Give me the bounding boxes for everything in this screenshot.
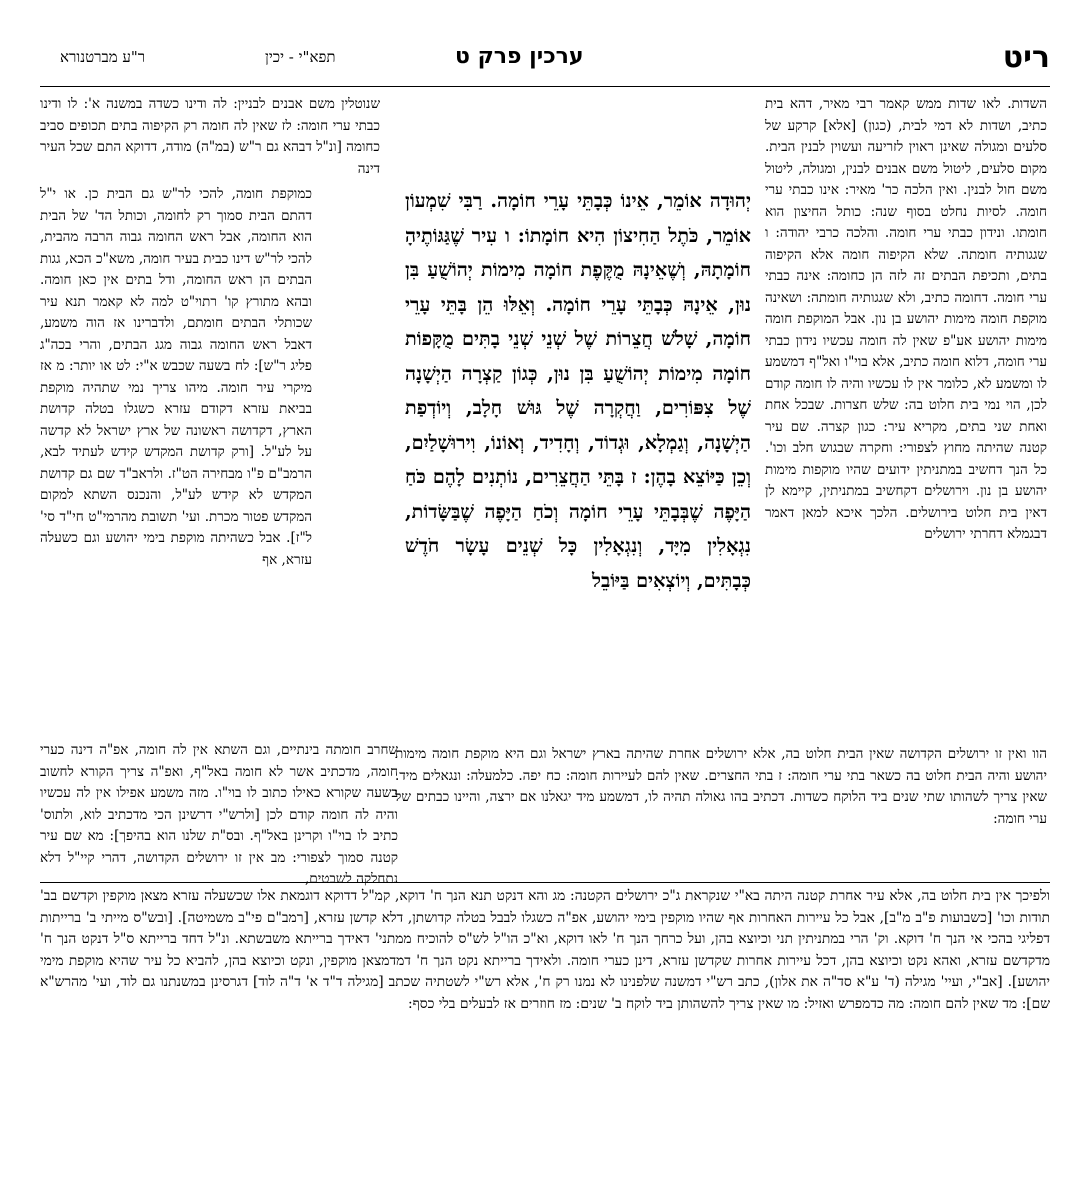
tiferet-yisrael-column-text: כמוקפת חומה, להכי לר"ש גם הבית כן. או י"ל דהתם הבית סמוך רק לחומה, וכותל הד' של הבית הוא החומה, אבל ראש החומה גבוה הרבה מהבית, להכי לר"ש דינו כבית בעיר חומה, משא"כ הכא, גגות הבתים הן ראש החומה, ודל בתים אין כאן חומה. ובהא מתורץ קו' רתוי"ט למה לא קאמר תנא עיר שכותלי הבתים חומתם, ולדברינו אז הוה משמע, דאבל ראש החומה גבוה מגג הבתים, והרי בכה"ג פליג ר"ש]: לח בשעה שכבש א"י: לט או יותר: מ אז מיקרי עיר חומה. מיהו צריך נמי שתהיה מוקפת בביאת עזרא דקודם עזרא כשגלו בטלה קדושת הארץ, דקדושה ראשונה של ארץ ישראל לא קדשה על לע"ל. [ורק קדושת המקדש קידש לעתיד לבא, הרמב"ם פ"ו מבחירה הט"ז. ולראב"ד שם גם קדושת המקדש לא קידש לע"ל, והנכנס השתא למקום המקדש פטור מכרת. ועי' תשובת מהרמי"ט חי"ד סי' ל"ז]. אבל כשהיתה מוקפת בימי יהושע וגם כשעלה עזרא, אף bbox=[40, 186, 312, 568]
tiferet-yisrael-lower bbox=[40, 740, 398, 887]
commentary-reference: תפא"י - יכין bbox=[265, 48, 336, 66]
chapter-title: ערכין פרק ט bbox=[455, 44, 584, 69]
bartenura-heading: ר"ע מברטנורא bbox=[60, 48, 146, 66]
tiferet-yisrael-bottom-text: ולפיכך אין בית חלוט בה, אלא עיר אחרת קטנה היתה בא"י שנקראת ג"כ ירושלים הקטנה: מג והא דנקט תנא הנך ח' דוקא, קמ"ל דדוקא דוגמאת אלו שכשעלה עזרא מצאן מוקפין וקדשם בב' תודות וכו' [כשבועות פ"ב מ"ב], אבל כל עיירות האחרות אף שהיו מוקפין בימי יהושע, אפ"ה כשגלו לבבל בטלה קדושתן, דלא קדשן עזרא, [רמב"ם פי"ב משמיטה]. [ובש"ס מייתי ב' ברייתות דפליגי בהכי אי הנך ח' דוקא. וק' הרי במתניתין תני וכיוצא בהן, ועל כרחך הנך ח' לאו דוקא, וא"כ הו"ל לש"ס להוכיח ממתני' דאידך ברייתא משבשתא. ונ"ל דחד ברייתא ס"ל דנקט הנך ח' מדקדשם עזרא, ואהא נקט וכיוצא בהן, דכל עיירות אחרות שקדשן עזרא, דינן כערי חומה. ולאידך ברייתא נקט הנך ח' דמדמצאן מוקפין, ונקט וכיוצא בהן, להביא כל עיר שהיא מוקפת מימי יהושע]. [אב"י, ועיי' מגילה (ד' ע"א סד"ה את אלון), כתב רש"י דמשנה שלפנינו לא נמנו רק ח', אלא רש"י לשטתיה שכתב [מגילה ד"ד א' ד"ה לוד] דגרסינן במשנתנו גם לוד, ועי' מהרש"א שם]: מד שאין להם חומה: מה כדמפרש ואזיל: מו שאין צריך להשהותן ביד לוקח ב' שנים: מז חוזרים אז לבעלים בלי כסף: bbox=[40, 888, 1050, 1012]
tiferet-yisrael-lower-text: שחרב חומתה בינתיים, וגם השתא אין לה חומה, אפ"ה דינה כערי חומה, מדכתיב אשר לא חומה באל"ף, ואפ"ה צריך הקורא לחשוב בשעה שקורא כאילו כתוב לו בוי"ו. מזה משמע אפילו אין לה עכשיו והיה לה חומה קודם לכן [ולרש"י דרשינן הכי מדכתיב לוא, ולתוס' כתיב לו בוי"ו וקרינן באל"ף. ובס"ת שלנו הוא בהיפך]: מא שם עיר קטנה סמוך לצפורי: מב אין זו ירושלים הקדושה, דהרי קיי"ל דלא נתחלקה לשבטים, bbox=[40, 742, 398, 887]
page-folio: ריט bbox=[1002, 40, 1050, 75]
tiferet-yisrael-top-text: שנוטלין משם אבנים לבניין: לה ודינו כשדה במשנה א': לו ודינו כבתי ערי חומה: לז שאין לה חומה רק הקיפוה בתים תכופים סביב כחומה [ונ"ל דבהא גם ר"ש (במ"ה) מודה, דדוקא התם שכל העיר דינה bbox=[40, 96, 380, 177]
bartenura-column bbox=[765, 94, 1047, 740]
bartenura-continuation bbox=[395, 744, 1047, 868]
mishna-text: יְהוּדָה אוֹמֵר, אֵינוֹ כְּבָתֵּי עָרֵי חוֹמָה. רַבִּי שִׁמְעוֹן אוֹמֵר, כֹּתֶל הַחִיצוֹן הִיא חוֹמָתוֹ: ו עִיר שֶׁגַּגּוֹתֶיהָ חוֹמָתָהּ, וְשֶׁאֵינָהּ מֻקֶּפֶת חוֹמָה מִימוֹת יְהוֹשֻׁעַ בִּן נוּן, אֵינָהּ כְּבָתֵּי עָרֵי חוֹמָה. וְאֵלּוּ הֵן בָּתֵּי עָרֵי חוֹמָה, שָׁלֹשׁ חֲצֵרוֹת שֶׁל שְׁנֵי שְׁנֵי בָתִּים מֻקָּפוֹת חוֹמָה מִימוֹת יְהוֹשֻׁעַ בִּן נוּן, כְּגוֹן קַצְרָה הַיְשָׁנָה שֶׁל צִפּוֹרִים, וַחֲקְרָה שֶׁל גּוּשׁ חָלָב, וְיוֹדְפַת הַיְשָׁנָה, וְגַמְלָא, וּגְדוֹד, וְחָדִיד, וְאוֹנוֹ, וִירוּשָׁלַיִם, וְכֵן כַּיּוֹצֵא בָהֶן: ז בָּתֵּי הַחֲצֵרִים, נוֹתְנִים לָהֶם כֹּחַ הַיָּפֶה שֶׁבְּבָתֵּי עָרֵי חוֹמָה וְכֹחַ הַיָּפֶה שֶׁבַּשָּׂדוֹת, נִגְאָלִין מִיָּד, וְנִגְאָלִין כָּל שְׁנֵים עָשָׂר חֹדֶשׁ כְּבָתִּים, וְיוֹצְאִים בַּיּוֹבֵל bbox=[405, 189, 751, 592]
section-rule bbox=[40, 882, 1050, 883]
tiferet-yisrael-top bbox=[40, 94, 380, 184]
bartenura-text: השדות. לאו שדות ממש קאמר רבי מאיר, דהא בית כתיב, ושדות לא דמי לבית, (כגון) [אלא] קרקע של סלעים ומגולה שאינן ראוין לזריעה ועשוין לבנין הבית. מקום סלעים, ליטול משם אבנים לבנין, ומגולה, ליטול משם חול לבנין. ואין הלכה כר' מאיר: אינו כבתי ערי חומה. לסיות נחלט בסוף שנה: כותל החיצון הוא חומתו. ונידון כבתי ערי חומה. והלכה כרבי יהודה: ו שגגותיה חומתה. שלא הקיפוה חומה אלא הקיפוה בתים, ותכיפת הבתים זה לזה הן כחומה: אינה כבתי ערי חומה. דחומה כתיב, ולא שגגותיה חומתה: ושאינה מוקפת חומה מימות יהושע בן נון. אבל המוקפת חומה מימות יהושע אע"פ שאין לה חומה עכשיו נידון כבתי ערי חומה, דלוא חומה כתיב, אלא בוי"ו ואל"ף דמשמע לו ומשמע לא, כלומר אין לו עכשיו והיה לו חומה קודם לכן, הוי נמי בית חלוט בה: שלש חצרות. שבכל אחת ואחת שני בתים, מקריא עיר: כגון קצרה. שם עיר קטנה שהיתה מחוץ לצפורי: וחקרה שבגוש חלב וכו'. כל הנך דחשיב במתניתין ידועים שהיו מוקפות מימות יהושע בן נון. וירושלים דקחשיב במתניתין, קיימא לן דאין בית חלוט בירושלים. הלכך איכא למאן דאמר דבגמלא דחרתי ירושלים bbox=[765, 96, 1047, 542]
tiferet-yisrael-column bbox=[40, 184, 312, 740]
header-rule bbox=[40, 86, 1050, 87]
bartenura-continuation-text: הוו ואין זו ירושלים הקדושה שאין הבית חלוט בה, אלא ירושלים אחרת שהיתה בארץ ישראל וגם היא מוקפת חומה מימות יהושע והיה הבית חלוט בה כשאר בתי ערי חומה: ז בתי החצרים. שאין להם לעיירות חומה: כח יפה. כלמעלה: ונגאלים מיד. שאין צריך לשהותו שתי שנים ביד הלוקח כשדות. דכתיב בהו גאולה תהיה לו, דמשמע מיד יגאלנו אם ירצה, והיינו כבתים של ערי חומה: bbox=[395, 746, 1047, 827]
tiferet-yisrael-bottom bbox=[40, 886, 1050, 1144]
running-header bbox=[40, 40, 1050, 82]
mishna-text-block bbox=[405, 184, 751, 730]
